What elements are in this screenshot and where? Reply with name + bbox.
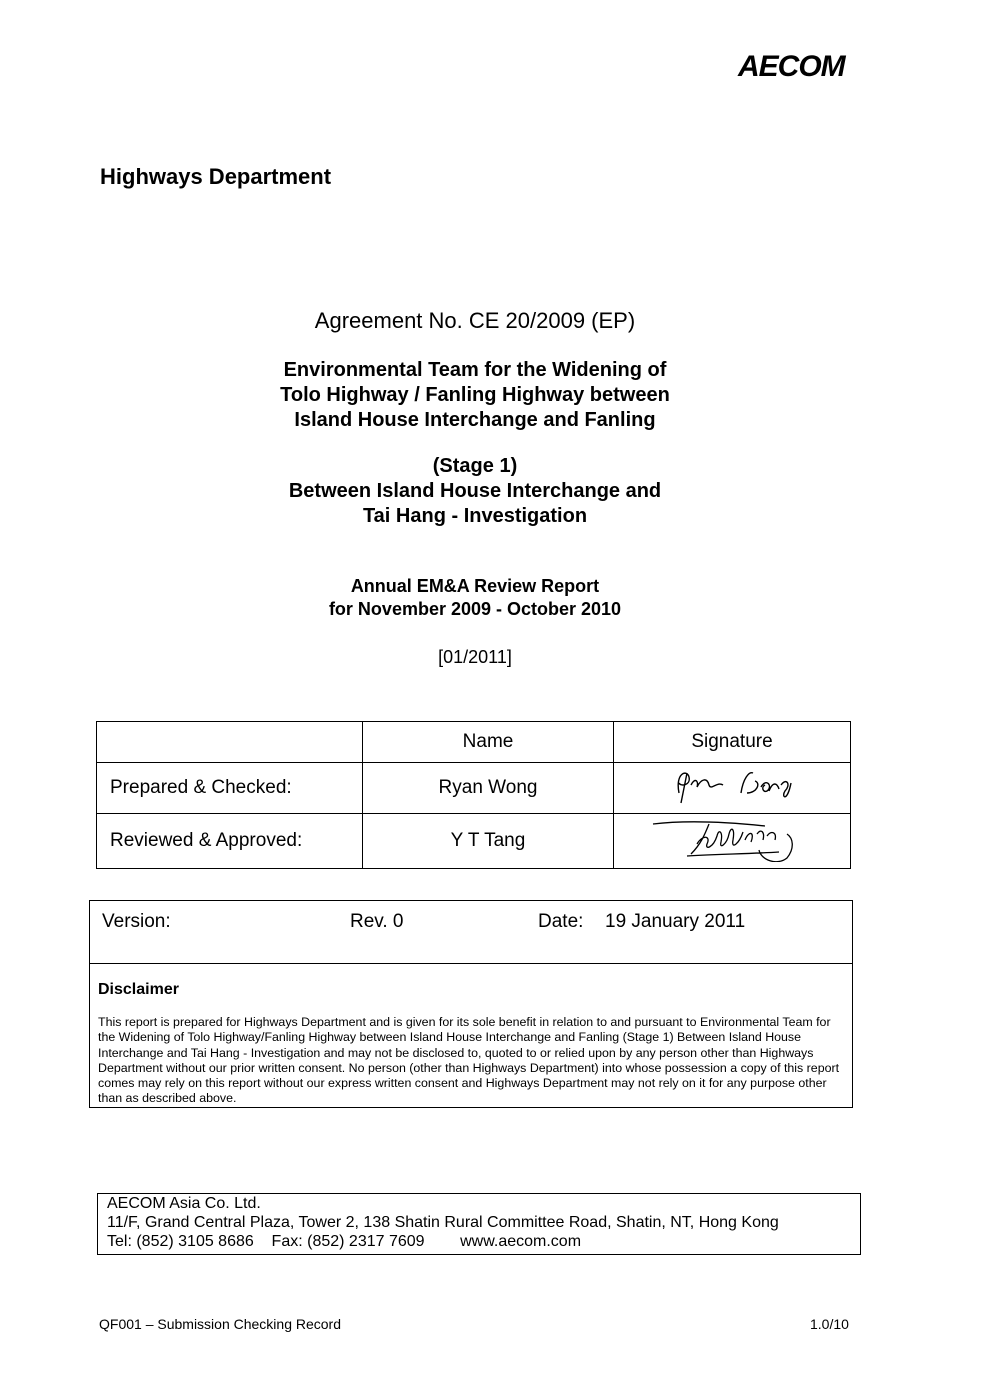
stage-title-line: Between Island House Interchange and [288,480,662,502]
company-address: 11/F, Grand Central Plaza, Tower 2, 138 Shatin Rural Committee Road, Shatin, NT, Hong Kong [107,1214,779,1231]
disclaimer-text: This report is prepared for Highways Department and is given for its sole benefit in relation to and pursuant to Environmental Team for the Widening of Tolo Highway/Fanling Highway between Island House Interchange and Fanling (Stage 1) Between Island House Interchange and Tai Hang - Investigation and may not be disclosed to, quoted to or relied upon by any person other than Highways Department without our prior written consent. No person (other than Highways Department) into whose possession a copy of this report comes may rely on this report without our express written consent and Highways Department may not rely on it for any purpose other than as described above. [98,1015,840,1106]
project-title-line: Environmental Team for the Widening of [283,359,667,381]
project-title-line: Tolo Highway / Fanling Highway between [280,384,670,406]
signoff-row [97,814,851,869]
report-title [0,575,950,621]
company-name: AECOM Asia Co. Ltd. [107,1195,261,1212]
version-value: Rev. 0 [350,911,404,932]
signoff-role: Reviewed & Approved: [97,814,363,869]
report-reference: [01/2011] [438,647,512,667]
version-box [89,900,853,1108]
company-contact: Tel: (852) 3105 8686 Fax: (852) 2317 7609 www.aecom.com [107,1233,582,1250]
agreement-number: Agreement No. CE 20/2009 (EP) [314,308,636,333]
signoff-table [96,721,851,869]
date-value: 19 January 2011 [605,911,746,932]
project-title [0,358,950,433]
stage-title [0,454,950,529]
project-title-line: Island House Interchange and Fanling [294,409,656,431]
handwritten-signature [647,814,817,862]
report-title-line: Annual EM&A Review Report [350,576,600,596]
signoff-header-name: Name [363,722,614,763]
disclaimer-heading: Disclaimer [98,981,179,998]
date-label: Date: [538,911,584,932]
form-code: QF001 – Submission Checking Record [99,1316,342,1332]
signature-cell [614,763,851,814]
handwritten-signature [657,763,807,807]
department-heading: Highways Department [100,164,332,189]
signoff-header-signature: Signature [614,722,851,763]
signoff-header-blank [97,722,363,763]
signoff-role: Prepared & Checked: [97,763,363,814]
aecom-logo: AECOM [738,50,845,83]
signoff-name: Y T Tang [363,814,614,869]
version-label: Version: [102,911,171,932]
stage-title-line: (Stage 1) [432,455,518,477]
version-divider [90,963,852,964]
signoff-header-row [97,722,851,763]
company-address-box [97,1193,861,1255]
signature-cell [614,814,851,869]
signoff-name: Ryan Wong [363,763,614,814]
form-version: 1.0/10 [810,1316,849,1332]
report-title-line: for November 2009 - October 2010 [328,599,622,619]
signoff-row [97,763,851,814]
stage-title-line: Tai Hang - Investigation [362,505,588,527]
